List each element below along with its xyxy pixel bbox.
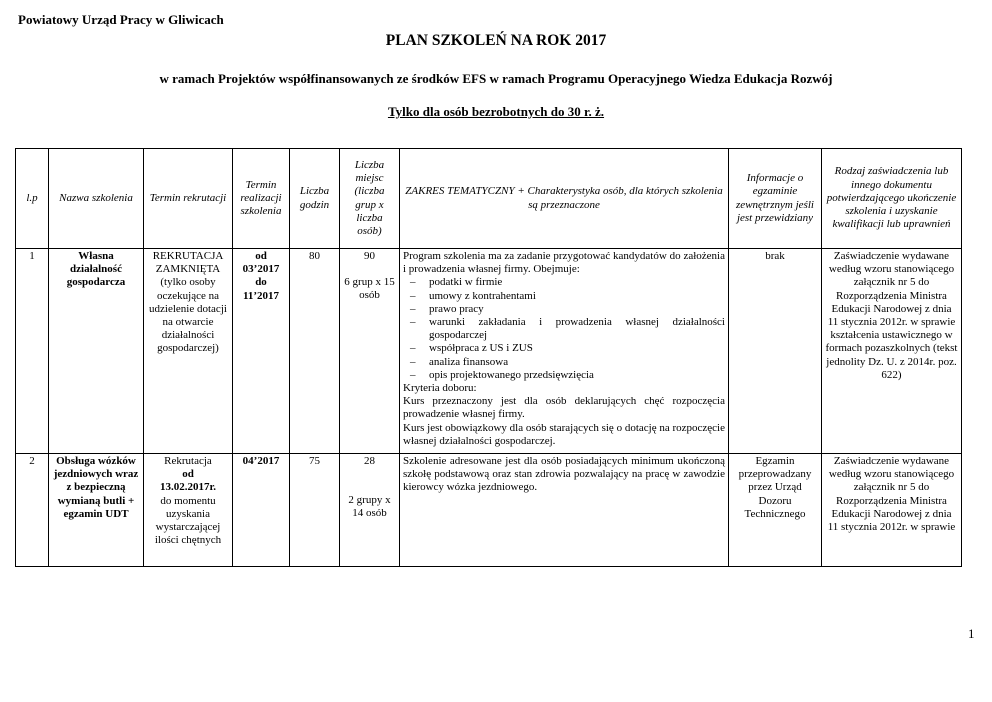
places-count: 28 [364, 455, 375, 467]
page-number: 1 [968, 626, 975, 641]
list-item: – analiza finansowa [403, 356, 725, 369]
criteria-text: Kurs jest obowiązkowy dla osób starających się o dotację na rozpoczęcie własnej działalności gospodarczej. [403, 421, 725, 447]
row-scope [400, 454, 729, 567]
recruitment-status: REKRUTACJA ZAMKNIĘTA [152, 250, 224, 276]
list-item: – współpraca z US i ZUS [403, 342, 725, 355]
row-realization: od 03’2017 do 11’2017 [233, 249, 290, 454]
topic-list [403, 276, 725, 382]
row-hours: 80 [290, 249, 340, 454]
places-groups: 2 grupy x 14 osób [348, 494, 391, 520]
header-hours: Liczba godzin [290, 149, 340, 249]
table-row [16, 454, 962, 567]
list-item: – prawo pracy [403, 303, 725, 316]
recruitment-date: 13.02.2017r. [159, 481, 217, 494]
places-count: 90 [364, 250, 375, 262]
list-item: – podatki w firmie [403, 276, 725, 289]
recruitment-from: od [182, 468, 194, 481]
page-title: PLAN SZKOLEŃ NA ROK 2017 [385, 32, 607, 49]
recruitment-note: do momentu uzyskania wystarczającej ilości chętnych [154, 494, 222, 547]
row-realization: 04’2017 [233, 454, 290, 567]
header-lp: l.p [16, 149, 49, 249]
row-places [340, 249, 400, 454]
places-groups: 6 grup x 15 osób [344, 276, 395, 302]
scope-intro: Szkolenie adresowane jest dla osób posiadających minimum ukończoną szkołę podstawową oraz stan zdrowia pozwalający na pracę w zawodzie kierowcy wózka jezdniowego. [403, 455, 725, 494]
page-subtitle: w ramach Projektów współfinansowanych ze środków EFS w ramach Programu Operacyjnego Wiedza Edukacja Rozwój [159, 71, 833, 86]
header-name: Nazwa szkolenia [49, 149, 144, 249]
row-hours: 75 [290, 454, 340, 567]
row-places [340, 454, 400, 567]
header-certificate: Rodzaj zaświadczenia lub innego dokumentu potwierdzającego ukończenie szkolenia i uzyskanie kwalifikacji lub uprawnień [822, 149, 962, 249]
recruitment-note: (tylko osoby oczekujące na udzielenie dotacji na otwarcie działalności gospodarczej) [149, 276, 227, 355]
row-certificate: Zaświadczenie wydawane według wzoru stanowiącego załącznik nr 5 do Rozporządzenia Ministra Edukacji Narodowej z dnia 11 stycznia 2012r. w sprawie [822, 454, 962, 567]
criteria-text: Kurs przeznaczony jest dla osób deklarujących chęć rozpoczęcia prowadzenie własnej firmy. [403, 395, 725, 421]
row-lp: 1 [16, 249, 49, 454]
table-row [16, 249, 962, 454]
header-places: Liczba miejsc (liczba grup x liczba osób) [340, 149, 400, 249]
row-training-name: Własna działalność gospodarcza [49, 249, 144, 454]
header-recruitment: Termin rekrutacji [144, 149, 233, 249]
row-exam: Egzamin przeprowadzany przez Urząd Dozoru Technicznego [729, 454, 822, 567]
scope-intro: Program szkolenia ma za zadanie przygotować kandydatów do założenia i prowadzenia własnej firmy. Obejmuje: [403, 250, 725, 276]
list-item: – umowy z kontrahentami [403, 290, 725, 303]
recruitment-label: Rekrutacja [164, 455, 212, 467]
row-lp: 2 [16, 454, 49, 567]
row-exam: brak [729, 249, 822, 454]
list-item: – opis projektowanego przedsięwzięcia [403, 369, 725, 382]
row-recruitment [144, 249, 233, 454]
header-scope: ZAKRES TEMATYCZNY + Charakterystyka osób, dla których szkolenia są przeznaczone [400, 149, 729, 249]
criteria-label: Kryteria doboru: [403, 382, 477, 395]
training-plan-table [15, 148, 962, 567]
row-scope [400, 249, 729, 454]
table-header-row [16, 149, 962, 249]
header-exam: Informacje o egzaminie zewnętrznym jeśli jest przewidziany [729, 149, 822, 249]
row-recruitment [144, 454, 233, 567]
row-training-name: Obsługa wózków jezdniowych wraz z bezpieczną wymianą butli + egzamin UDT [49, 454, 144, 567]
audience-note: Tylko dla osób bezrobotnych do 30 r. ż. [387, 104, 605, 119]
header-realization: Termin realizacji szkolenia [233, 149, 290, 249]
organization-name: Powiatowy Urząd Pracy w Gliwicach [18, 12, 224, 27]
list-item: – warunki zakładania i prowadzenia własnej działalności gospodarczej [403, 316, 725, 342]
row-certificate: Zaświadczenie wydawane według wzoru stanowiącego załącznik nr 5 do Rozporządzenia Ministra Edukacji Narodowej z dnia 11 stycznia 2012r. w sprawie kształcenia ustawicznego w formach pozaszkolnych (tekst jednolity Dz. U. z 2014r. poz. 622) [822, 249, 962, 454]
